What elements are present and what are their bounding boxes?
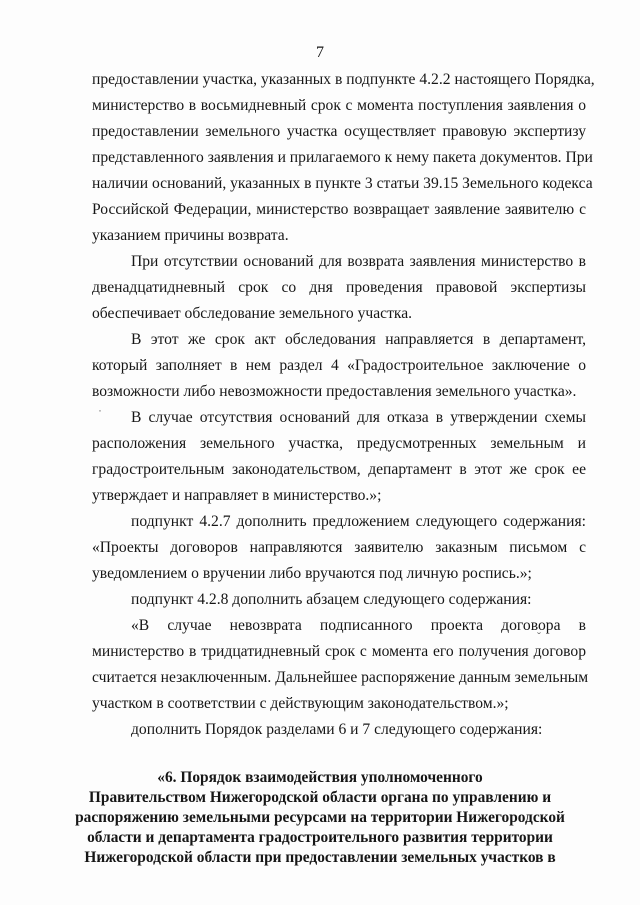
scan-mark-tick: ˇ <box>537 630 541 644</box>
section-heading-line-4: области и департамента градостроительного развития территории <box>87 829 553 846</box>
paragraph-5-line-1: подпункт 4.2.7 дополнить предложением следующего содержания: <box>131 513 586 530</box>
paragraph-7-line-2: министерство в тридцатидневный срок с момента его получения договор <box>92 643 586 660</box>
paragraph-7-line-3: считается незаключенным. Дальнейшее распоряжение данным земельным <box>92 669 589 686</box>
paragraph-1-line-5: наличии оснований, указанных в пункте 3 статьи 39.15 Земельного кодекса <box>92 175 593 192</box>
section-heading-line-1: «6. Порядок взаимодействия уполномоченного <box>157 769 483 786</box>
paragraph-3-line-2: который заполняет в нем раздел 4 «Градостроительное заключение о <box>92 357 586 374</box>
paragraph-8-line-1: дополнить Порядок разделами 6 и 7 следующего содержания: <box>131 721 543 738</box>
paragraph-4-line-4: утверждает и направляет в министерство.»; <box>92 487 382 504</box>
paragraph-4-line-2: расположения земельного участка, предусмотренных земельным и <box>92 435 586 452</box>
paragraph-1-line-3: предоставлении земельного участка осуществляет правовую экспертизу <box>92 123 586 140</box>
paragraph-1-line-2: министерство в восьмидневный срок с момента поступления заявления о <box>92 97 586 114</box>
section-heading-line-3: распоряжению земельными ресурсами на территории Нижегородской <box>75 809 565 826</box>
scan-mark-dot: · <box>98 403 102 417</box>
section-heading-line-2: Правительством Нижегородской области органа по управлению и <box>88 789 552 806</box>
paragraph-2-line-3: обеспечивает обследование земельного участка. <box>92 305 413 322</box>
paragraph-7-line-1: «В случае невозврата подписанного проекта договора в <box>131 617 586 634</box>
paragraph-4-line-3: градостроительным законодательством, департамент в этот же срок ее <box>92 461 586 478</box>
paragraph-5-line-3: уведомлением о вручении либо вручаются под личную роспись.»; <box>92 565 532 582</box>
paragraph-3-line-1: В этот же срок акт обследования направляется в департамент, <box>131 331 586 348</box>
page-number: 7 <box>316 44 324 61</box>
paragraph-7-line-4: участком в соответствии с действующим законодательством.»; <box>92 695 509 712</box>
paragraph-1-line-7: указанием причины возврата. <box>92 227 289 244</box>
paragraph-2-line-2: двенадцатидневный срок со дня проведения правовой экспертизы <box>92 279 586 296</box>
paragraph-2-line-1: При отсутствии оснований для возврата заявления министерство в <box>131 253 586 270</box>
paragraph-6-line-1: подпункт 4.2.8 дополнить абзацем следующего содержания: <box>131 591 532 608</box>
paragraph-5-line-2: «Проекты договоров направляются заявителю заказным письмом с <box>92 539 586 556</box>
paragraph-4-line-1: В случае отсутствия оснований для отказа в утверждении схемы <box>131 409 586 426</box>
paragraph-3-line-3: возможности либо невозможности предоставления земельного участка». <box>92 383 577 400</box>
paragraph-1-line-1: предоставлении участка, указанных в подпункте 4.2.2 настоящего Порядка, <box>92 71 595 88</box>
paragraph-1-line-6: Российской Федерации, министерство возвращает заявление заявителю с <box>92 201 586 218</box>
section-heading-line-5: Нижегородской области при предоставлении земельных участков в <box>84 849 556 866</box>
paragraph-1-line-4: представленного заявления и прилагаемого к нему пакета документов. При <box>92 149 593 166</box>
